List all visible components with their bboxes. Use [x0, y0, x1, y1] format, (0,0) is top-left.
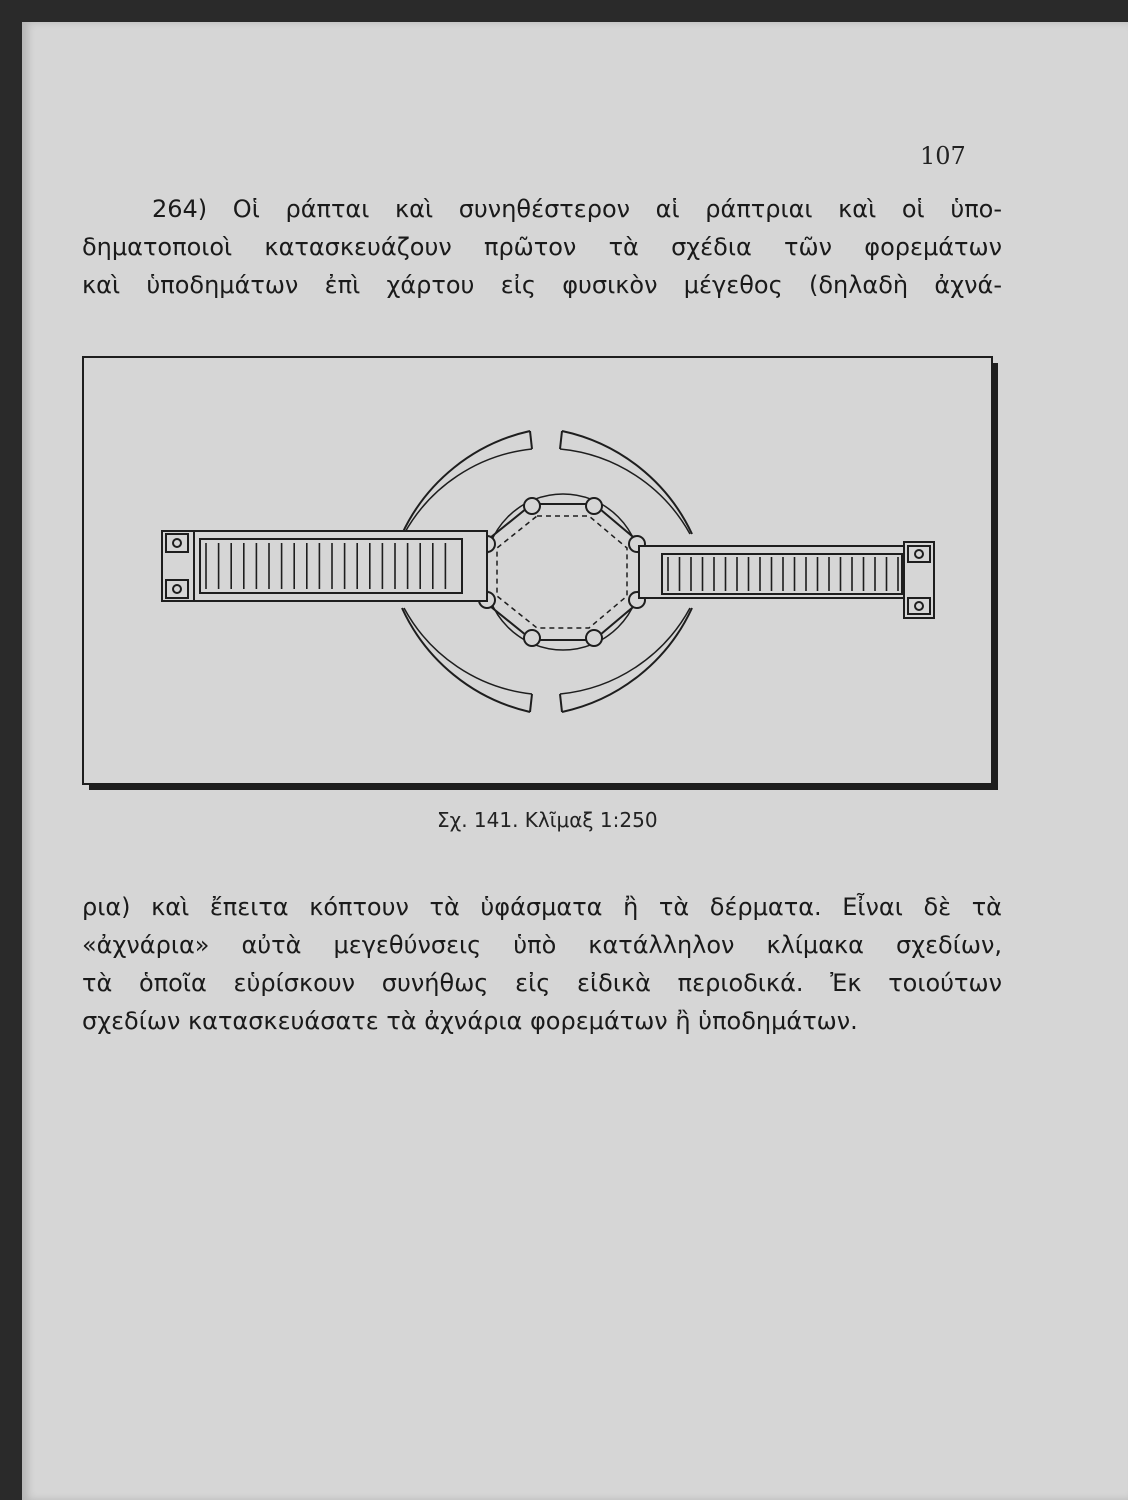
right-span-ribs — [668, 557, 898, 591]
figure-label: Σχ. 141. — [437, 808, 519, 832]
pier-bollard — [586, 630, 602, 646]
pier-bollard — [524, 498, 540, 514]
pier-bollard — [586, 498, 602, 514]
book-page — [22, 22, 1128, 1500]
paragraph-line: σχεδίων κατασκευάσατε τὰ ἀχνάρια φορεμάτων ἢ ὑποδημάτων. — [82, 1007, 858, 1035]
paragraph-line: καὶ ὑποδημάτων ἐπὶ χάρτου εἰς φυσικὸν μέγεθος (δηλαδὴ ἀχνά- — [82, 271, 1002, 299]
paragraph-continued — [82, 888, 1002, 1040]
left-bridge-span — [162, 531, 487, 601]
figure-scale: Κλῖμαξ 1:250 — [524, 808, 658, 832]
bridge-plan-drawing — [82, 356, 998, 790]
paragraph-line: «ἀχνάρια» αὐτὰ μεγεθύνσεις ὑπὸ κατάλληλον κλίμακα σχεδίων, — [82, 931, 1002, 959]
page-number: 107 — [920, 142, 966, 170]
figure-caption — [437, 808, 658, 832]
paragraph-264 — [82, 190, 1002, 304]
paragraph-line: ρια) καὶ ἔπειτα κόπτουν τὰ ὑφάσματα ἢ τὰ δέρματα. Εἶναι δὲ τὰ — [82, 893, 1002, 921]
paragraph-line: 264) Οἱ ράπται καὶ συνηθέστερον αἱ ράπτριαι καὶ οἱ ὑπο- — [152, 195, 1002, 223]
paragraph-line: τὰ ὁποῖα εὑρίσκουν συνήθως εἰς εἰδικὰ περιοδικά. Ἐκ τοιούτων — [82, 969, 1002, 997]
paragraph-line: δηματοποιοὶ κατασκευάζουν πρῶτον τὰ σχέδια τῶν φορεμάτων — [82, 233, 1002, 261]
pier-bollard — [524, 630, 540, 646]
figure-141-bridge-plan — [82, 356, 998, 790]
